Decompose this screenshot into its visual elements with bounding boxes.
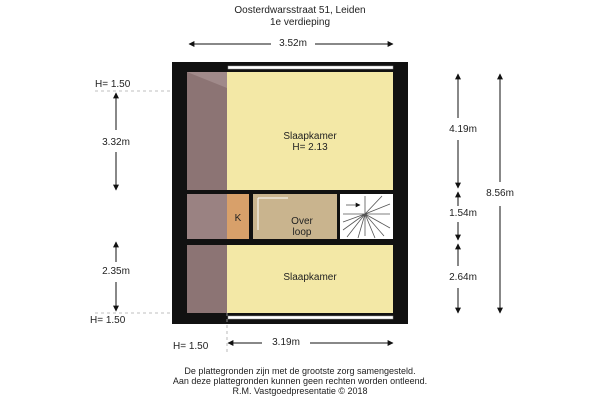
footer-disclaimer-1: De plattegronden zijn met de grootste zorg samengesteld. (184, 366, 416, 376)
stairwell (340, 194, 393, 239)
landing-label-line2: loop (292, 227, 312, 238)
footer-disclaimer-2: Aan deze plattegronden kunnen geen rechten worden ontleend. (172, 376, 428, 386)
dim-bottom-width: 3.19m (272, 337, 300, 348)
roof-slope-lower (187, 245, 227, 313)
dim-right-upper: 4.19m (449, 124, 477, 135)
dim-left-upper: 3.32m (102, 137, 130, 148)
closet-label: K (234, 213, 242, 224)
roof-slope-upper (187, 72, 227, 190)
dim-right-total: 8.56m (486, 188, 514, 199)
height-bottom-left: H= 1.50 (173, 341, 209, 352)
bedroom-bottom-label: Slaapkamer (283, 272, 337, 283)
floor-title: 1e verdieping (269, 17, 331, 28)
dim-right-middle: 1.54m (449, 208, 477, 219)
footer-copyright: R.M. Vastgoedpresentatie © 2018 (232, 386, 368, 396)
bedroom-top-height: H= 2.13 (292, 142, 328, 153)
height-left-top: H= 1.50 (95, 79, 131, 90)
window-bottom (228, 316, 393, 319)
address-title: Oosterdwarsstraat 51, Leiden (234, 5, 366, 16)
dim-top-width: 3.52m (279, 38, 307, 49)
roof-slope-middle (187, 194, 227, 239)
dim-right-lower: 2.64m (449, 272, 477, 283)
dim-left-lower: 2.35m (102, 266, 130, 277)
window-top (228, 66, 393, 69)
landing-label-line1: Over (291, 216, 313, 227)
height-left-bottom: H= 1.50 (90, 315, 126, 326)
bedroom-top-label: Slaapkamer (283, 131, 337, 142)
